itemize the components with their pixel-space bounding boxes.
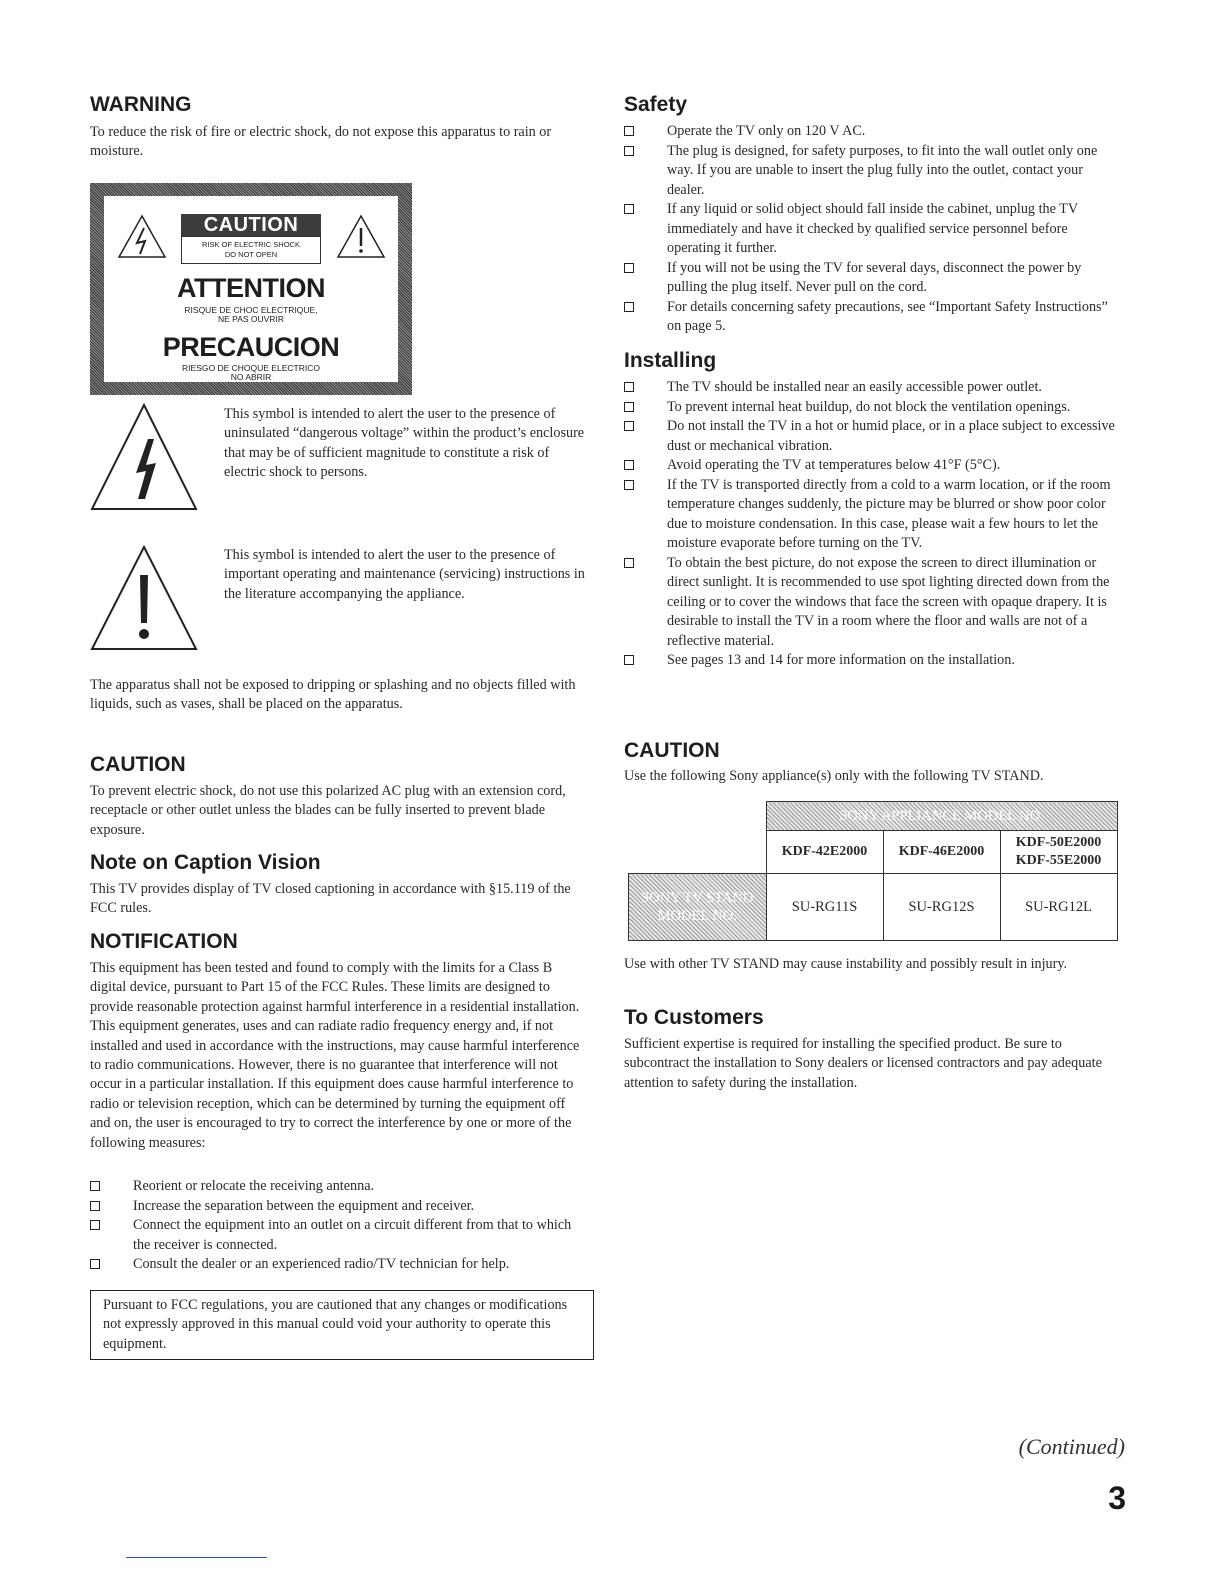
table-cell: SU-RG12L xyxy=(1000,874,1117,941)
notification-text: This equipment has been tested and found to comply with the limits for a Class B digital device, pursuant to Part 15 of the FCC Rules. These limits are designed to provide reasonable protection against harmful interference in a residential installation. This equipment generates, uses and can radiate radio frequency energy and, if not installed and used in accordance with the instructions, may cause harmful interference to radio communications. However, there is no guarantee that interference will not occur in a particular installation. If this equipment does cause harmful interference to radio or television reception, which can be determined by turning the equipment off and on, the user is encouraged to try to correct the interference by one or more of the following measures: xyxy=(90,960,580,1151)
checkbox-bullet-icon xyxy=(624,421,634,431)
attention-subtext-line2: NE PAS OUVRIR xyxy=(218,314,284,324)
caution-heading-left: CAUTION xyxy=(90,753,186,776)
voltage-symbol-text: This symbol is intended to alert the user to the presence of uninsulated “dangerous voltage” within the product’s enclosure that may be of sufficient magnitude to constitute a risk of electric shock to persons. xyxy=(224,406,585,481)
list-item-text: If you will not be using the TV for several days, disconnect the power by pulling the plug itself. Never pull on the cord. xyxy=(667,259,1082,295)
table-cell: KDF-50E2000 KDF-55E2000 xyxy=(1000,831,1117,874)
caution-heading-right: CAUTION xyxy=(624,739,720,762)
list-item-text: The plug is designed, for safety purposes, to fit into the wall outlet only one way. If you are unable to insert the plug fully into the outlet, contact your dealer. xyxy=(667,142,1098,198)
checkbox-bullet-icon xyxy=(624,204,634,214)
checkbox-bullet-icon xyxy=(90,1259,100,1269)
list-item xyxy=(624,200,1120,259)
footer-rule xyxy=(126,1557,267,1558)
precaucion-subtext-line2: NO ABRIR xyxy=(230,372,272,382)
checkbox-bullet-icon xyxy=(624,460,634,470)
precaucion-title: PRECAUCION xyxy=(162,332,340,362)
list-item-text: Consult the dealer or an experienced radio/TV technician for help. xyxy=(133,1256,510,1272)
list-item-text: Do not install the TV in a hot or humid place, or in a place subject to excessive dust or mechanical vibration. xyxy=(667,418,1115,454)
list-item xyxy=(624,651,1120,671)
checkbox-bullet-icon xyxy=(90,1220,100,1230)
caution-text-left: To prevent electric shock, do not use this polarized AC plug with an extension cord, receptacle or other outlet unless the blades can be fully inserted to prevent blade exposure. xyxy=(90,783,566,838)
list-item xyxy=(624,298,1120,337)
checkbox-bullet-icon xyxy=(624,382,634,392)
attention-title: ATTENTION xyxy=(177,273,325,303)
list-item-text: Operate the TV only on 120 V AC. xyxy=(667,123,866,139)
list-item-text: Increase the separation between the equipment and receiver. xyxy=(133,1197,475,1214)
list-item xyxy=(624,122,1120,142)
caution-label-image xyxy=(90,183,412,395)
exclamation-symbol-text: This symbol is intended to alert the user to the presence of important operating and maintenance (servicing) instructions in the literature accompanying the appliance. xyxy=(224,547,585,602)
checkbox-bullet-icon xyxy=(624,126,634,136)
dripping-text: The apparatus shall not be exposed to dripping or splashing and no objects filled with liquids, such as vases, shall be placed on the apparatus. xyxy=(90,677,576,713)
list-item xyxy=(90,1255,588,1275)
list-item-text: For details concerning safety precautions, see “Important Safety Instructions” on page 5. xyxy=(667,298,1108,334)
list-item xyxy=(624,142,1120,201)
instability-text: Use with other TV STAND may cause instability and possibly result in injury. xyxy=(624,956,1068,972)
safety-heading: Safety xyxy=(624,93,688,116)
warning-heading: WARNING xyxy=(90,93,192,116)
table-cell: SU-RG12S xyxy=(883,874,1000,941)
list-item xyxy=(624,456,1120,476)
list-item-text: The TV should be installed near an easily accessible power outlet. xyxy=(667,379,1042,395)
installing-list xyxy=(624,378,1120,671)
checkbox-bullet-icon xyxy=(624,263,634,273)
table-cell: KDF-46E2000 xyxy=(883,831,1000,874)
list-item-text: To prevent internal heat buildup, do not block the ventilation openings. xyxy=(667,398,1071,415)
list-item xyxy=(90,1197,588,1217)
caution-subtext xyxy=(181,236,321,264)
checkbox-bullet-icon xyxy=(624,146,634,156)
caution-subtext-line2: DO NOT OPEN xyxy=(224,250,278,259)
checkbox-bullet-icon xyxy=(624,655,634,665)
list-item-text: If any liquid or solid object should fall inside the cabinet, unplug the TV immediately and have it checked by qualified service personnel before operating it further. xyxy=(667,201,1078,256)
page-number: 3 xyxy=(1108,1480,1126,1516)
tv-stand-table xyxy=(628,801,1118,941)
checkbox-bullet-icon xyxy=(90,1181,100,1191)
lightning-bolt-symbol-icon xyxy=(90,403,198,511)
caption-vision-heading: Note on Caption Vision xyxy=(90,851,321,874)
list-item-text: To obtain the best picture, do not expose the screen to direct illumination or direct sunlight. It is recommended to use spot lighting directed down from the ceiling or to cover the windows that face the screen with opaque drapery. It is desirable to install the TV in a room where the floor and walls are not of a reflective material. xyxy=(667,554,1110,649)
table-cell: KDF-42E2000 xyxy=(766,831,883,874)
stand-model-header: SONY TV STAND MODEL NO. xyxy=(629,874,767,941)
exclamation-symbol-icon xyxy=(90,545,198,651)
checkbox-bullet-icon xyxy=(90,1201,100,1211)
caution-subtext-line1: RISK OF ELECTRIC SHOCK xyxy=(202,240,300,249)
list-item xyxy=(624,417,1120,456)
lightning-triangle-icon xyxy=(117,214,167,259)
list-item xyxy=(624,378,1120,398)
continued-label: (Continued) xyxy=(1018,1434,1125,1459)
list-item xyxy=(624,554,1120,652)
warning-text: To reduce the risk of fire or electric shock, do not expose this apparatus to rain or moisture. xyxy=(90,124,552,160)
installing-heading: Installing xyxy=(624,349,717,372)
safety-list xyxy=(624,122,1120,337)
checkbox-bullet-icon xyxy=(624,558,634,568)
appliance-model-header: SONY APPLIANCE MODEL NO. xyxy=(766,802,1117,831)
list-item xyxy=(624,398,1120,418)
list-item-text: If the TV is transported directly from a cold to a warm location, or if the room temperature changes suddenly, the picture may be blurred or show poor color due to moisture condensation. In this case, please wait a few hours to let the moisture evaporate before turning on the TV. xyxy=(667,476,1111,551)
precaucion-subtext-line1: RIESGO DE CHOQUE ELECTRICO xyxy=(182,363,320,373)
list-item-text: Avoid operating the TV at temperatures below 41°F (5°C). xyxy=(667,457,1001,473)
to-customers-heading: To Customers xyxy=(624,1006,764,1029)
list-item xyxy=(90,1177,588,1197)
caution-text-right: Use the following Sony appliance(s) only with the following TV STAND. xyxy=(624,768,1044,784)
measures-list xyxy=(90,1177,588,1275)
fcc-notice-text: Pursuant to FCC regulations, you are cautioned that any changes or modifications not expressly approved in this manual could void your authority to operate this equipment. xyxy=(103,1297,568,1352)
attention-subtext-line1: RISQUE DE CHOC ELECTRIQUE, xyxy=(184,305,318,315)
caution-title: CAUTION xyxy=(181,214,321,236)
caption-vision-text: This TV provides display of TV closed captioning in accordance with §15.119 of the FCC rules. xyxy=(90,881,571,917)
caution-label-panel xyxy=(104,196,398,382)
notification-heading: NOTIFICATION xyxy=(90,930,238,953)
list-item xyxy=(624,476,1120,554)
to-customers-text: Sufficient expertise is required for installing the specified product. Be sure to subcontract the installation to Sony dealers or licensed contractors and pay adequate attention to safety during the installation. xyxy=(624,1036,1102,1091)
list-item-text: Connect the equipment into an outlet on a circuit different from that to which the receiver is connected. xyxy=(133,1217,572,1253)
list-item-text: Reorient or relocate the receiving antenna. xyxy=(133,1178,375,1194)
list-item-text: See pages 13 and 14 for more information on the installation. xyxy=(667,652,1015,668)
exclamation-triangle-icon xyxy=(336,214,386,259)
list-item xyxy=(624,259,1120,298)
table-cell: SU-RG11S xyxy=(766,874,883,941)
list-item xyxy=(90,1216,588,1255)
fcc-notice-box xyxy=(90,1290,594,1360)
checkbox-bullet-icon xyxy=(624,302,634,312)
checkbox-bullet-icon xyxy=(624,402,634,412)
checkbox-bullet-icon xyxy=(624,480,634,490)
